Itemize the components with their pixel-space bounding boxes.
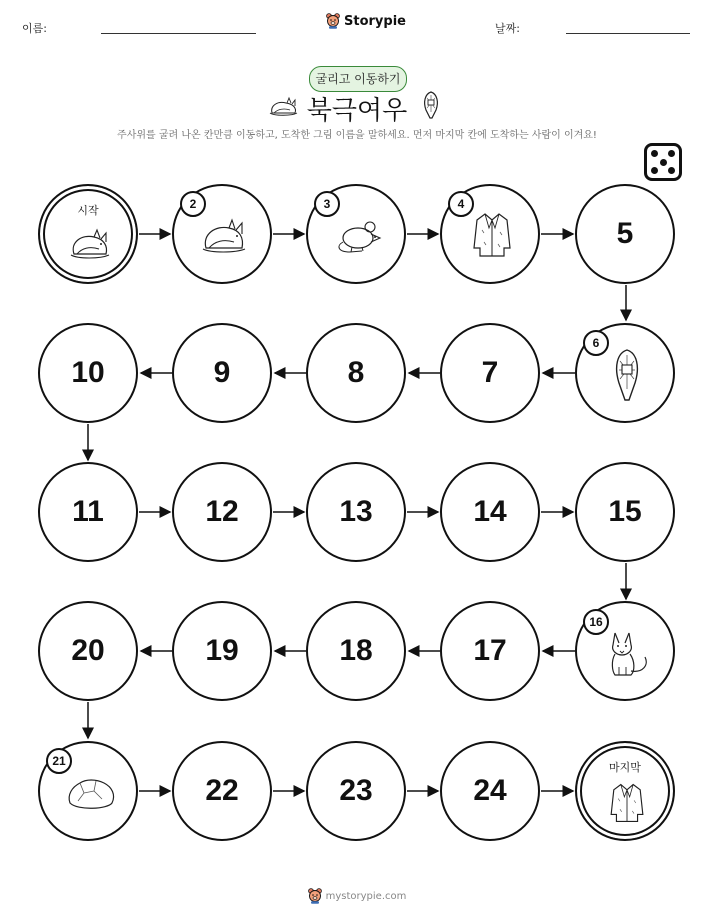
board-cell-7: [440, 323, 540, 423]
board-cell-22: [172, 741, 272, 841]
board-cell-9: [172, 323, 272, 423]
cell-number: 9: [213, 356, 231, 389]
board-cell-19: [172, 601, 272, 701]
cell-badge: 6: [583, 330, 609, 356]
sitting-fox-icon: [605, 627, 651, 679]
fur-coat-icon: [472, 210, 512, 260]
footer: [0, 888, 714, 904]
cell-number: 22: [205, 774, 239, 807]
board-cell-5: [575, 184, 675, 284]
date-label: 날짜:: [495, 22, 520, 35]
cell-number: 19: [205, 634, 239, 667]
start-label: 시작: [77, 204, 99, 217]
board-cell-finish: [575, 741, 675, 841]
cell-number: 12: [205, 495, 239, 528]
finish-label: 마지막: [609, 761, 641, 774]
board-cell-17: [440, 601, 540, 701]
cell-number: 13: [339, 495, 373, 528]
fur-coat-icon: [609, 781, 645, 825]
snowshoe-icon: [611, 347, 643, 403]
sleeping-fox-icon: [200, 216, 248, 254]
board-cell-18: [306, 601, 406, 701]
bear-face-icon: [308, 888, 322, 904]
cell-number: 20: [71, 634, 105, 667]
cell-number: 10: [71, 356, 105, 389]
cell-number: 14: [473, 495, 507, 528]
cell-badge: 2: [180, 191, 206, 217]
cell-number: 11: [72, 495, 104, 528]
cell-number: 8: [347, 356, 365, 389]
board-cell-13: [306, 462, 406, 562]
page-title: 북극여우: [306, 96, 408, 126]
board-cell-15: [575, 462, 675, 562]
board-cell-12: [172, 462, 272, 562]
mouse-icon: [332, 216, 386, 256]
board-cell-start: [38, 184, 138, 284]
brand-name: Storypie: [344, 13, 406, 29]
board-cell-23: [306, 741, 406, 841]
cell-badge: 3: [314, 191, 340, 217]
board-cell-24: [440, 741, 540, 841]
name-label: 이름:: [22, 22, 47, 35]
board-cell-11: [38, 462, 138, 562]
board-cell-8: [306, 323, 406, 423]
cell-number: 7: [481, 356, 499, 389]
cell-badge: 16: [583, 609, 609, 635]
cell-number: 15: [608, 495, 642, 528]
instructions: 주사위를 굴려 나온 칸만큼 이동하고, 도착한 그림 이름을 말하세요. 먼저 마지막 칸에 도착하는 사람이 이겨요!: [117, 130, 597, 141]
cell-number: 18: [339, 634, 373, 667]
board-cell-14: [440, 462, 540, 562]
cell-number: 17: [473, 634, 507, 667]
board-cell-20: [38, 601, 138, 701]
cell-badge: 21: [46, 748, 72, 774]
game-tag: 굴리고 이동하기: [309, 66, 407, 92]
cell-number: 5: [616, 217, 634, 250]
cell-number: 24: [473, 774, 507, 807]
sleeping-fox-icon: [68, 226, 112, 260]
cell-badge: 4: [448, 191, 474, 217]
footer-site[interactable]: mystorypie.com: [325, 890, 407, 902]
board-cell-10: [38, 323, 138, 423]
rock-icon: [64, 775, 118, 813]
cell-number: 23: [339, 774, 373, 807]
